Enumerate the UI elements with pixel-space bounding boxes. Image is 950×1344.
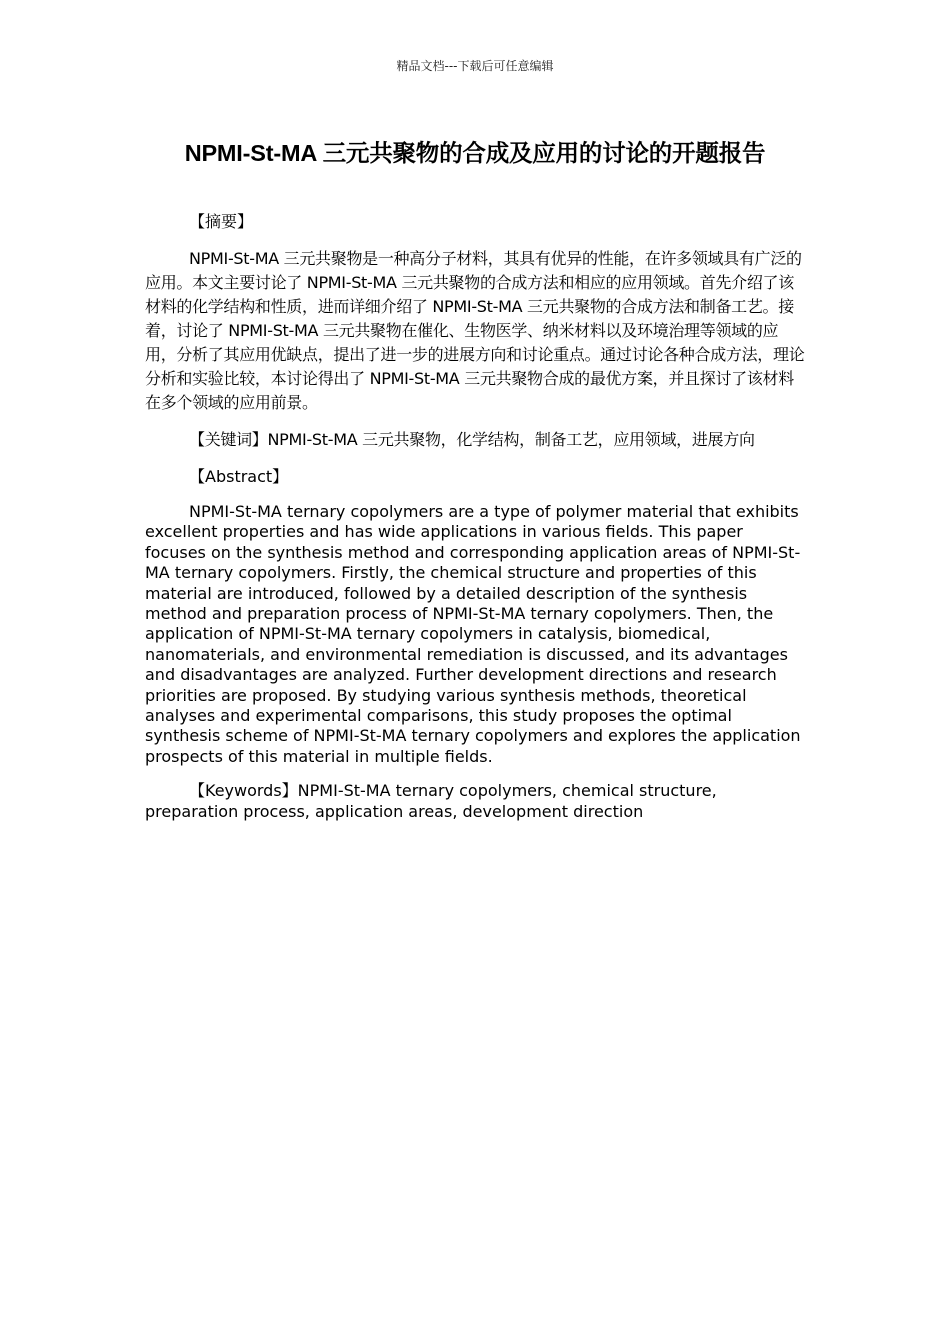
keywords-cn: 【关键词】NPMI-St-MA 三元共聚物，化学结构，制备工艺，应用领域，进展方向 [189, 430, 755, 449]
document-body [145, 210, 805, 836]
page-header-note: 精品文档---下载后可任意编辑 [396, 59, 554, 73]
abstract-cn-heading: 【摘要】 [189, 212, 254, 231]
abstract-en-body: NPMI-St-MA ternary copolymers are a type of polymer material that exhibits excellent properties and has wide applications in various fields. This paper focuses on the synthesis method and corresponding application areas of NPMI-St-MA ternary copolymers. Firstly, the chemical structure and properties of this material are introduced, followed by a detailed description of the synthesis method and preparation process of NPMI-St-MA ternary copolymers. Then, the application of NPMI-St-MA ternary copolymers in catalysis, biomedical, nanomaterials, and environmental remediation is discussed, and its advantages and disadvantages are analyzed. Further development directions and research priorities are proposed. By studying various synthesis methods, theoretical analyses and experimental comparisons, this study proposes the optimal synthesis scheme of NPMI-St-MA ternary copolymers and explores the application prospects of this material in multiple fields. [145, 502, 801, 766]
abstract-cn-body: NPMI-St-MA 三元共聚物是一种高分子材料，其具有优异的性能，在许多领域具有广泛的应用。本文主要讨论了 NPMI-St-MA 三元共聚物的合成方法和相应的应用领域。首先介绍了该材料的化学结构和性质，进而详细介绍了 NPMI-St-MA 三元共聚物的合成方法和制备工艺。接着，讨论了 NPMI-St-MA 三元共聚物在催化、生物医学、纳米材料以及环境治理等领域的应用，分析了其应用优缺点，提出了进一步的进展方向和讨论重点。通过讨论各种合成方法，理论分析和实验比较，本讨论得出了 NPMI-St-MA 三元共聚物合成的最优方案，并且探讨了该材料在多个领域的应用前景。 [145, 249, 805, 412]
abstract-en-heading: 【Abstract】 [189, 467, 289, 486]
keywords-en: 【Keywords】NPMI-St-MA ternary copolymers, chemical structure, preparation process, application areas, development direction [145, 781, 717, 821]
document-title: NPMI-St-MA 三元共聚物的合成及应用的讨论的开题报告 [184, 140, 766, 166]
